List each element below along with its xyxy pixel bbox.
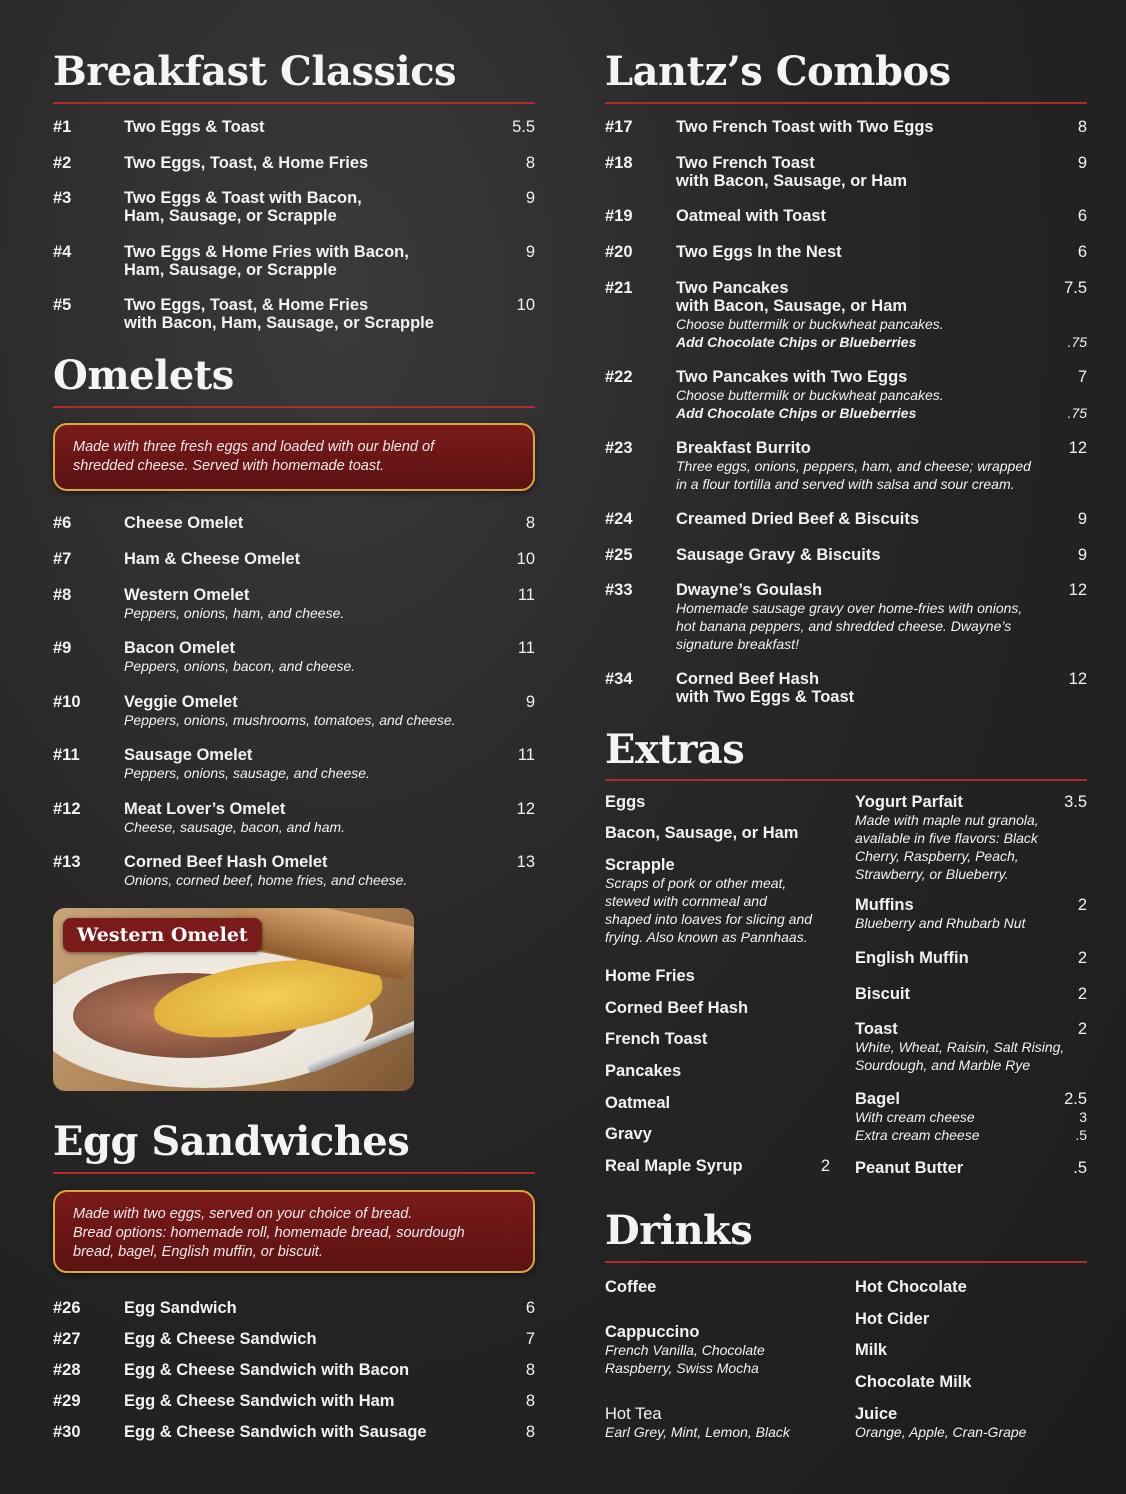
item-name: Egg & Cheese Sandwich with Bacon [124, 1361, 410, 1379]
item-price: 9 [525, 189, 535, 207]
item-name: Egg Sandwich [124, 1299, 237, 1317]
item-name: Dwayne’s Goulash [676, 581, 823, 599]
extra-description: Scraps of pork or other meat, stewed with cornmeal and shaped into loaves for slicing and frying. Also known as Pannhaas. [605, 875, 813, 945]
item-description: Homemade sausage gravy over home-fries with onions, hot banana peppers, and shredded cheese. Dwayne’s signature breakfast! [676, 600, 1023, 652]
section-divider [605, 779, 1087, 781]
section-divider [53, 102, 535, 104]
drink-name: Milk [855, 1341, 888, 1359]
extra-name: English Muffin [855, 949, 969, 967]
extra-name: Real Maple Syrup [605, 1157, 743, 1175]
item-price: 8 [525, 1361, 535, 1379]
item-price: 6 [1077, 207, 1087, 225]
item-name: Meat Lover’s Omelet [124, 800, 286, 818]
item-name: Sausage Omelet [124, 746, 253, 764]
item-addon: Add Chocolate Chips or Blueberries [676, 405, 917, 421]
item-number: #22 [605, 368, 633, 386]
drink-name: Hot Chocolate [855, 1278, 967, 1296]
item-name: Two French Toast with Two Eggs [676, 118, 934, 136]
item-price: 7.5 [1064, 279, 1087, 297]
bagel-option-price: 3 [1079, 1109, 1087, 1125]
item-price: 11 [517, 639, 535, 657]
drink-name: Coffee [605, 1278, 657, 1296]
omelets-note: Made with three fresh eggs and loaded with our blend of shredded cheese. Served with homemade toast. [53, 423, 535, 491]
item-price: 8 [1077, 118, 1087, 136]
drink-description: Orange, Apple, Cran-Grape [855, 1424, 1027, 1440]
item-description: Onions, corned beef, home fries, and cheese. [124, 872, 408, 888]
extra-name: French Toast [605, 1030, 708, 1048]
drink-description: Earl Grey, Mint, Lemon, Black [605, 1424, 790, 1440]
extra-description: Blueberry and Rhubarb Nut [855, 915, 1026, 931]
section-divider [605, 1261, 1087, 1263]
item-number: #18 [605, 154, 633, 172]
extra-name: Pancakes [605, 1062, 682, 1080]
item-number: #30 [53, 1423, 81, 1441]
extra-name: Biscuit [855, 985, 911, 1003]
item-description: Cheese, sausage, bacon, and ham. [124, 819, 346, 835]
item-number: #34 [605, 670, 633, 688]
item-price: 8 [525, 154, 535, 172]
item-number: #1 [53, 118, 72, 136]
item-description: Choose buttermilk or buckwheat pancakes. [676, 316, 944, 332]
item-name: Two Pancakes with Bacon, Sausage, or Ham [676, 279, 908, 315]
extra-description: White, Wheat, Raisin, Salt Rising, Sourdough, and Marble Rye [855, 1039, 1065, 1073]
item-name: Oatmeal with Toast [676, 207, 827, 225]
photo-label: Western Omelet [63, 918, 262, 952]
item-name: Bacon Omelet [124, 639, 235, 657]
drink-description: French Vanilla, Chocolate Raspberry, Swiss Mocha [605, 1342, 765, 1376]
item-price: 9 [1077, 154, 1087, 172]
section-title-drinks: Drinks [605, 1207, 753, 1254]
extra-name: Oatmeal [605, 1094, 671, 1112]
item-price: 12 [1068, 581, 1087, 599]
item-name: Sausage Gravy & Biscuits [676, 546, 881, 564]
section-title-omelets: Omelets [53, 352, 234, 399]
item-price: 11 [517, 746, 535, 764]
item-number: #4 [53, 243, 72, 261]
item-price: 13 [516, 853, 535, 871]
item-price: 6 [525, 1299, 535, 1317]
extra-name: Home Fries [605, 967, 695, 985]
item-number: #6 [53, 514, 72, 532]
extra-price: 2 [1077, 1020, 1087, 1038]
extra-name: Eggs [605, 793, 646, 811]
extra-name: Toast [855, 1020, 898, 1038]
item-name: Two Pancakes with Two Eggs [676, 368, 908, 386]
item-number: #28 [53, 1361, 81, 1379]
item-price: 12 [516, 800, 535, 818]
item-price: 8 [525, 1423, 535, 1441]
extra-price: 2 [1077, 896, 1087, 914]
item-number: #20 [605, 243, 633, 261]
item-name: Egg & Cheese Sandwich with Sausage [124, 1423, 427, 1441]
item-addon: Add Chocolate Chips or Blueberries [676, 334, 917, 350]
item-name: Two Eggs & Toast [124, 118, 265, 136]
item-name: Western Omelet [124, 586, 250, 604]
item-number: #2 [53, 154, 72, 172]
item-description: Peppers, onions, mushrooms, tomatoes, and cheese. [124, 712, 456, 728]
extra-description: Made with maple nut granola, available in five flavors: Black Cherry, Raspberry, Peach, Strawberry, or Blueberry. [855, 812, 1039, 882]
item-price: 7 [525, 1330, 535, 1348]
section-title-breakfast: Breakfast Classics [53, 48, 457, 95]
drink-name: Cappuccino [605, 1323, 700, 1341]
item-price: 9 [525, 693, 535, 711]
item-number: #8 [53, 586, 72, 604]
item-number: #5 [53, 296, 72, 314]
item-price: 8 [525, 514, 535, 532]
item-price: 12 [1068, 439, 1087, 457]
item-description: Peppers, onions, bacon, and cheese. [124, 658, 356, 674]
item-number: #19 [605, 207, 633, 225]
item-name: Ham & Cheese Omelet [124, 550, 301, 568]
sandwiches-note: Made with two eggs, served on your choice of bread. Bread options: homemade roll, homemade bread, sourdough bread, bagel, English muffin, or biscuit. [53, 1190, 535, 1273]
item-name: Cheese Omelet [124, 514, 244, 532]
addon-price: .75 [1067, 405, 1087, 421]
item-name: Two Eggs & Home Fries with Bacon, Ham, Sausage, or Scrapple [124, 243, 409, 279]
drink-name: Chocolate Milk [855, 1373, 972, 1391]
item-price: 8 [525, 1392, 535, 1410]
item-price: 7 [1077, 368, 1087, 386]
item-price: 5.5 [512, 118, 535, 136]
item-price: 9 [1077, 546, 1087, 564]
item-price: 11 [517, 586, 535, 604]
item-number: #17 [605, 118, 633, 136]
item-price: 12 [1068, 670, 1087, 688]
extra-name: Bagel [855, 1090, 900, 1108]
section-divider [53, 1172, 535, 1174]
extra-price: 3.5 [1064, 793, 1087, 811]
item-number: #10 [53, 693, 81, 711]
item-number: #23 [605, 439, 633, 457]
item-name: Egg & Cheese Sandwich [124, 1330, 317, 1348]
extra-price: 2 [1077, 949, 1087, 967]
extra-name: Gravy [605, 1125, 652, 1143]
item-name: Two Eggs, Toast, & Home Fries [124, 154, 369, 172]
extra-name: Bacon, Sausage, or Ham [605, 824, 799, 842]
item-description: Three eggs, onions, peppers, ham, and cheese; wrapped in a flour tortilla and served with salsa and sour cream. [676, 458, 1031, 492]
item-description: Peppers, onions, sausage, and cheese. [124, 765, 370, 781]
item-number: #9 [53, 639, 72, 657]
section-title-sandwiches: Egg Sandwiches [53, 1118, 410, 1165]
item-name: Two Eggs In the Nest [676, 243, 842, 261]
item-number: #11 [53, 746, 80, 764]
item-description: Peppers, onions, ham, and cheese. [124, 605, 345, 621]
item-name: Creamed Dried Beef & Biscuits [676, 510, 919, 528]
item-number: #7 [53, 550, 72, 568]
item-number: #21 [605, 279, 633, 297]
western-omelet-photo [53, 908, 414, 1091]
extra-price: 2 [1077, 985, 1087, 1003]
extra-name: Muffins [855, 896, 914, 914]
item-number: #13 [53, 853, 81, 871]
extra-price: 2 [820, 1157, 830, 1175]
bagel-option-price: .5 [1075, 1127, 1087, 1143]
section-divider [53, 406, 535, 408]
item-description: Choose buttermilk or buckwheat pancakes. [676, 387, 944, 403]
item-price: 6 [1077, 243, 1087, 261]
bagel-option: Extra cream cheese [855, 1127, 980, 1143]
item-name: Two Eggs, Toast, & Home Fries with Bacon, Ham, Sausage, or Scrapple [124, 296, 434, 332]
item-number: #3 [53, 189, 72, 207]
item-number: #12 [53, 800, 81, 818]
item-name: Egg & Cheese Sandwich with Ham [124, 1392, 395, 1410]
item-price: 10 [516, 550, 535, 568]
item-name: Two French Toast with Bacon, Sausage, or Ham [676, 154, 908, 190]
drink-name: Hot Cider [855, 1310, 930, 1328]
section-title-combos: Lantz’s Combos [605, 48, 951, 95]
item-number: #26 [53, 1299, 81, 1317]
item-number: #25 [605, 546, 633, 564]
section-divider [605, 102, 1087, 104]
addon-price: .75 [1067, 334, 1087, 350]
item-price: 9 [1077, 510, 1087, 528]
extra-name: Peanut Butter [855, 1159, 964, 1177]
item-name: Veggie Omelet [124, 693, 238, 711]
extra-name: Corned Beef Hash [605, 999, 749, 1017]
drink-name: Hot Tea [605, 1405, 662, 1423]
item-price: 9 [525, 243, 535, 261]
extra-name: Scrapple [605, 856, 675, 874]
item-name: Corned Beef Hash with Two Eggs & Toast [676, 670, 855, 706]
item-number: #33 [605, 581, 633, 599]
item-price: 10 [516, 296, 535, 314]
extra-price: 2.5 [1064, 1090, 1087, 1108]
item-name: Breakfast Burrito [676, 439, 811, 457]
drink-name: Juice [855, 1405, 898, 1423]
extra-price: .5 [1073, 1159, 1087, 1177]
section-title-extras: Extras [605, 726, 745, 773]
item-number: #27 [53, 1330, 81, 1348]
item-number: #24 [605, 510, 633, 528]
item-name: Two Eggs & Toast with Bacon, Ham, Sausage, or Scrapple [124, 189, 362, 225]
item-number: #29 [53, 1392, 81, 1410]
item-name: Corned Beef Hash Omelet [124, 853, 328, 871]
extra-name: Yogurt Parfait [855, 793, 963, 811]
bagel-option: With cream cheese [855, 1109, 975, 1125]
